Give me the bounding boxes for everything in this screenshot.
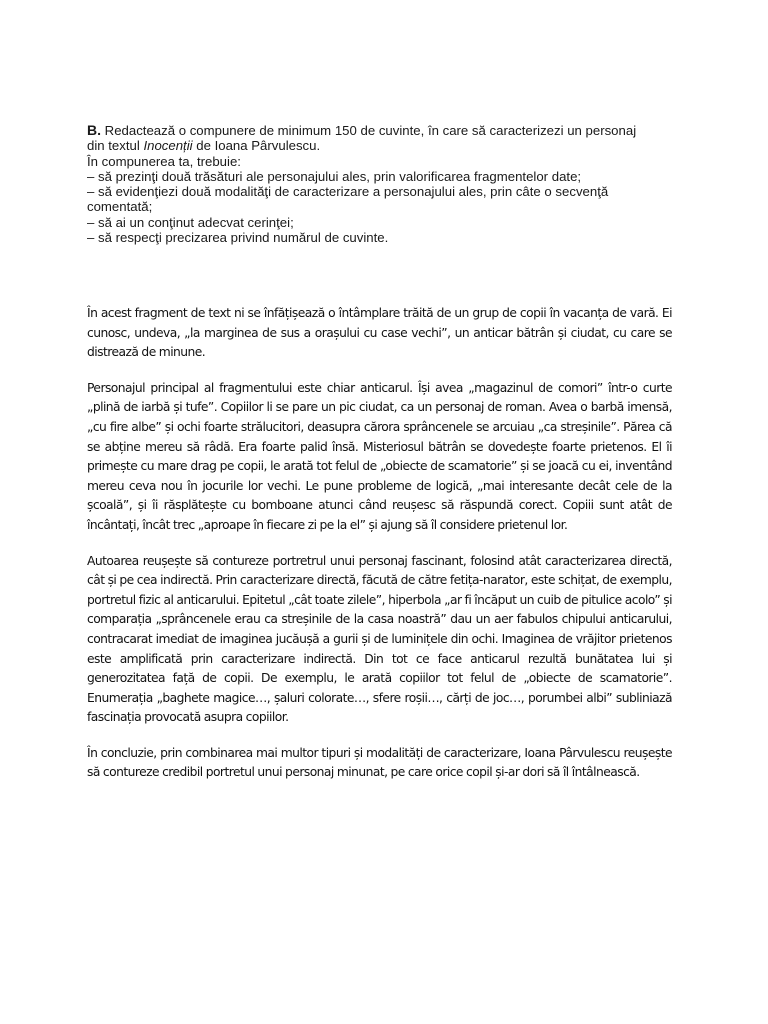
essay-paragraph: Personajul principal al fragmentului este chiar anticarul. Își avea „magazinul de comori” într-o curte „plină de iarbă și tufe”. Copiilor li se pare un pic ciudat, ca un personaj de roman. Avea o barbă imensă, „cu fire albe” și ochi foarte strălucitori, deasupra cărora sprâncenele se arcuiau „ca streșinile”. Părea că se abține mereu să râdă. Era foarte palid însă. Misteriosul bătrân se dovedește foarte prietenos. El îi primește cu mare drag pe copii, le arată tot felul de „obiecte de scamatorie” și se joacă cu ei, inventând mereu ceva nou în jocurile lor vechi. Le pune probleme de logică, „mai interesante decât cele de la școală”, și îi răsplătește cu bomboane atunci când reușesc să răspundă corect. Copiii sunt atât de încântați, încât trec „aproape în fiecare zi pe la el” și ajung să îl considere prietenul lor.: [87, 380, 672, 532]
task-line-2-post: de Ioana Pârvulescu.: [192, 138, 321, 154]
essay-paragraph: În acest fragment de text ni se înfățișează o întâmplare trăită de un grup de copii în vacanța de vară. Ei cunosc, undeva, „la marginea de sus a orașului cu case vechi”, un anticar bătrân și ciudat, cu care se distrează de minune.: [87, 306, 672, 360]
task-second-line: [87, 138, 687, 153]
task-requirement: – să ai un conţinut adecvat cerinţei;: [87, 214, 294, 230]
task-requirement: comentată;: [87, 199, 153, 215]
task-line-1: Redactează o compunere de minimum 150 de cuvinte, în care să caracterizezi un personaj: [104, 123, 637, 138]
task-requirement: – să evidenţiezi două modalităţi de caracterizare a personajului ales, prin câte o secvenţă: [87, 184, 609, 200]
essay-paragraph: În concluzie, prin combinarea mai multor tipuri și modalități de caracterizare, Ioana Pârvulescu reușește să contureze credibil portretul unui personaj minunat, pe care orice copil și-ar dori să îl întâlnească.: [87, 745, 672, 780]
task-statement: [87, 123, 687, 245]
task-first-line: [87, 123, 687, 138]
task-requirement: – să respecţi precizarea privind numărul de cuvinte.: [87, 230, 389, 246]
essay-body: [87, 304, 672, 799]
task-requirement: – să prezinţi două trăsături ale personajului ales, prin valorificarea fragmentelor date;: [87, 168, 582, 184]
task-intro: În compunerea ta, trebuie:: [87, 153, 241, 169]
task-label: B.: [87, 122, 101, 138]
task-line-2-pre: din textul: [87, 138, 144, 154]
essay-paragraph: Autoarea reușește să contureze portretrul unui personaj fascinant, folosind atât caracterizarea directă, cât și pe cea indirectă. Prin caracterizare directă, făcută de către fetița-narator, este schițat, de exemplu, portretul fizic al anticarului. Epitetul „cât toate zilele”, hiperbola „ar fi încăput un cuib de pitulice acolo” și comparația „sprâncenele erau ca streșinile de la casa noastră” dau un aer fabulos chipului anticarului, contracarat imediat de imaginea jucăușă a gurii și de luminițele din ochi. Imaginea de vrăjitor prietenos este amplificată prin caracterizare indirectă. Din tot ce face anticarul rezultă bunătatea lui și generozitatea față de copii. De exemplu, le arată copiilor tot felul de „obiecte de scamatorie”. Enumerația „baghete magice…, șaluri colorate…, sfere roșii…, cărți de joc…, porumbei albi” subliniază fascinația provocată asupra copiilor.: [87, 553, 672, 725]
task-book-title: Inocenții: [143, 138, 193, 154]
